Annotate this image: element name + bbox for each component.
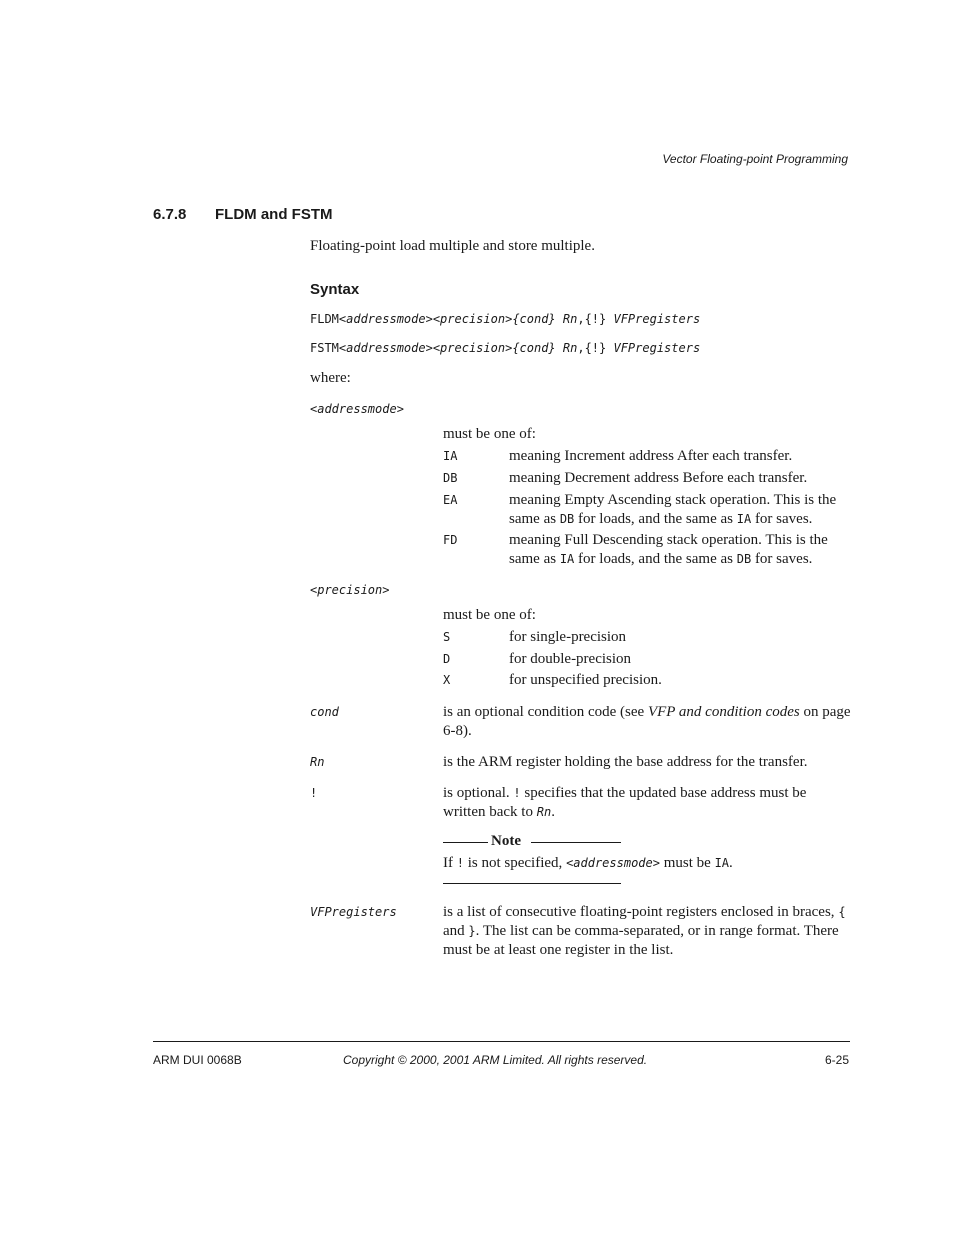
cond-desc: is an optional condition code (see VFP and condition codes on page 6-8). — [443, 704, 851, 739]
option-desc: meaning Empty Ascending stack operation. This is the same as DB for loads, and the same as IA for saves. — [509, 492, 837, 527]
registers-param: VFPregisters — [613, 312, 701, 326]
vfpregisters-desc: is a list of consecutive floating-point registers enclosed in braces, { and }. The list can be comma-separated, or in range format. There must be at least one register in the list. — [443, 904, 846, 958]
where-label: where: — [310, 370, 351, 386]
option-code: X — [443, 673, 451, 687]
section-title: FLDM and FSTM — [215, 206, 333, 223]
footer-rule — [153, 1041, 850, 1042]
note-rule-right — [531, 842, 621, 843]
addressmode-intro: must be one of: — [443, 426, 536, 442]
option-desc: meaning Increment address After each transfer. — [509, 448, 793, 464]
opcode: FSTM — [310, 341, 339, 355]
term-precision: <precision> — [310, 583, 390, 597]
writeback-param: ,{!} — [577, 312, 614, 326]
syntax-heading: Syntax — [310, 281, 360, 298]
note-rule-left — [443, 842, 488, 843]
option-desc: meaning Full Descending stack operation. This is the same as IA for loads, and the same as DB for saves. — [509, 532, 828, 567]
option-code: D — [443, 652, 451, 666]
cond-param: {cond} — [512, 312, 556, 326]
option-code: S — [443, 630, 451, 644]
note-text: If ! is not specified, <addressmode> must be IA. — [443, 855, 733, 871]
option-code: FD — [443, 533, 458, 547]
writeback-param: ,{!} — [577, 341, 614, 355]
option-code: DB — [443, 471, 458, 485]
term-rn: Rn — [310, 755, 325, 769]
opcode: FLDM — [310, 312, 339, 326]
intro-paragraph: Floating-point load multiple and store multiple. — [310, 238, 595, 254]
footer-copyright: Copyright © 2000, 2001 ARM Limited. All rights reserved. — [343, 1053, 648, 1067]
term-addressmode: <addressmode> — [310, 402, 404, 416]
running-header: Vector Floating-point Programming — [662, 152, 848, 166]
cross-reference-link[interactable]: VFP and condition codes — [647, 704, 800, 720]
cond-param: {cond} — [512, 341, 556, 355]
note-rule-bottom — [443, 883, 621, 884]
option-desc: for unspecified precision. — [509, 672, 662, 688]
footer-page-number: 6-25 — [824, 1053, 849, 1067]
option-desc: for single-precision — [509, 629, 627, 645]
option-code: IA — [443, 449, 458, 463]
addressmode-param: <addressmode> — [338, 312, 433, 326]
precision-param: <precision> — [432, 312, 513, 326]
precision-param: <precision> — [432, 341, 513, 355]
term-writeback: ! — [310, 786, 318, 800]
rn-param: Rn — [555, 312, 578, 326]
option-desc: meaning Decrement address Before each transfer. — [509, 470, 808, 486]
rn-desc: is the ARM register holding the base address for the transfer. — [443, 754, 808, 770]
option-code: EA — [443, 493, 458, 507]
addressmode-param: <addressmode> — [338, 341, 433, 355]
precision-intro: must be one of: — [443, 607, 536, 623]
syntax-line-fldm — [310, 312, 700, 326]
term-vfpregisters: VFPregisters — [310, 905, 397, 919]
rn-param: Rn — [555, 341, 578, 355]
syntax-line-fstm — [310, 341, 700, 355]
term-cond: cond — [310, 705, 339, 719]
writeback-desc: is optional. ! specifies that the updated base address must be written back to Rn. — [443, 785, 807, 820]
option-desc: for double-precision — [509, 651, 632, 667]
section-number: 6.7.8 — [153, 206, 187, 223]
registers-param: VFPregisters — [613, 341, 701, 355]
footer-doc-id: ARM DUI 0068B — [153, 1053, 242, 1067]
note-label: Note — [491, 833, 521, 849]
